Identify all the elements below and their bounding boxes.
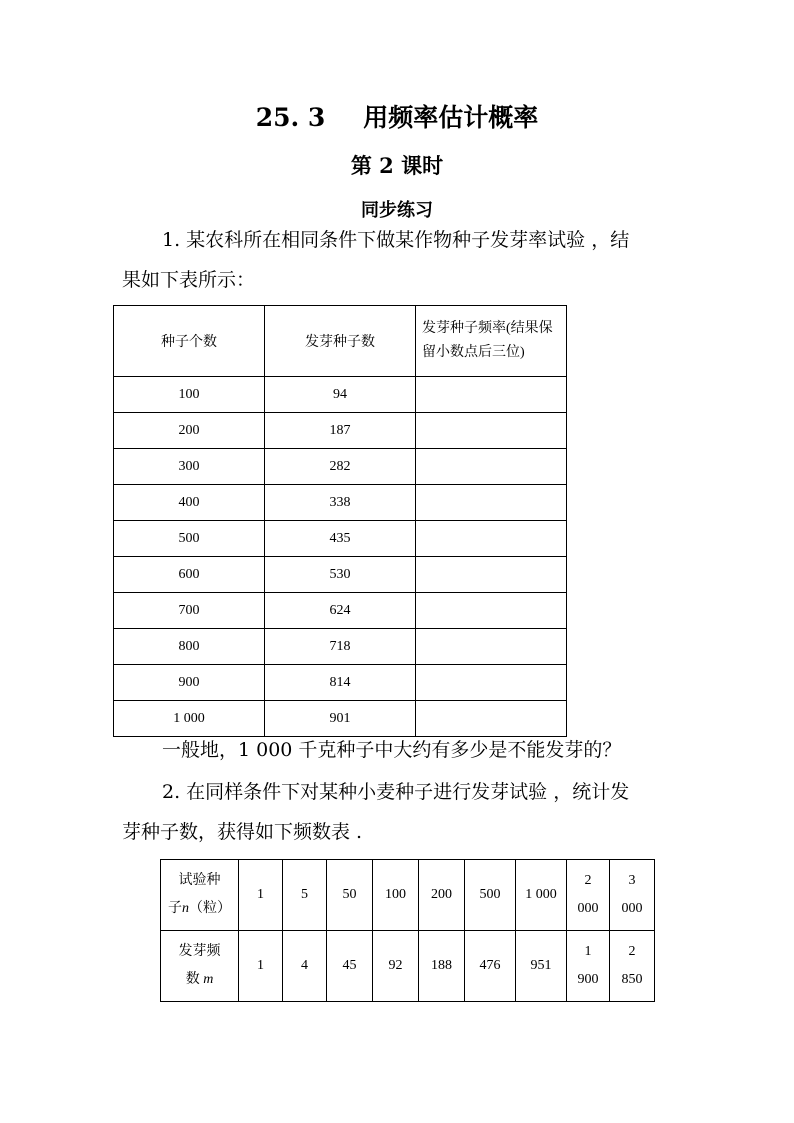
cell-line: 2 (628, 944, 636, 959)
table-cell: 94 (265, 377, 416, 413)
table-cell: 282 (265, 449, 416, 485)
table-cell: 50 (327, 860, 373, 931)
header-cell: 发芽种子数 (265, 306, 416, 377)
table-cell-blank (416, 629, 567, 665)
table-row-seeds (161, 860, 655, 931)
table-cell: 500 (114, 521, 265, 557)
table-cell (567, 931, 610, 1002)
table-cell: 338 (265, 485, 416, 521)
table-row (114, 377, 567, 413)
table-cell (567, 860, 610, 931)
cell-line: 850 (621, 972, 643, 987)
cell-line: 3 (628, 873, 636, 888)
table-cell: 700 (114, 593, 265, 629)
table-cell: 530 (265, 557, 416, 593)
table-cell: 435 (265, 521, 416, 557)
table-cell: 600 (114, 557, 265, 593)
question-2-line-1: 2. 在同样条件下对某种小麦种子进行发芽试验 ，统计发 (162, 781, 630, 803)
table-cell: 951 (516, 931, 567, 1002)
cell-line: 000 (577, 901, 599, 916)
table-row (114, 629, 567, 665)
table-cell-blank (416, 449, 567, 485)
row-label-line: 试验种 (178, 873, 221, 888)
table-cell: 4 (283, 931, 327, 1002)
table-row (114, 665, 567, 701)
table-row (114, 701, 567, 737)
table-cell: 100 (373, 860, 419, 931)
variable-n: n (182, 901, 189, 916)
header-cell: 种子个数 (114, 306, 265, 377)
table-row (114, 521, 567, 557)
table-cell-blank (416, 521, 567, 557)
table-cell: 300 (114, 449, 265, 485)
table-cell-blank (416, 413, 567, 449)
table-cell: 1 000 (114, 701, 265, 737)
section-heading: 同步练习 (361, 200, 433, 221)
table-header-row (114, 306, 567, 377)
table-row (114, 449, 567, 485)
row-label-line: 发芽频 (178, 944, 221, 959)
table-row (114, 557, 567, 593)
table-cell: 5 (283, 860, 327, 931)
title-text: 用频率估计概率 (363, 103, 539, 132)
page-title (0, 98, 794, 134)
table-cell: 45 (327, 931, 373, 1002)
table-cell: 901 (265, 701, 416, 737)
row-label (161, 931, 239, 1002)
table-cell: 900 (114, 665, 265, 701)
question-1-line-2: 果如下表所示： (122, 269, 256, 291)
cell-line: 900 (577, 972, 599, 987)
table-cell-blank (416, 485, 567, 521)
table-row (114, 413, 567, 449)
question-1-line-1: 1. 某农科所在相同条件下做某作物种子发芽率试验 ，结 (162, 229, 630, 251)
table-cell-blank (416, 593, 567, 629)
row-label (161, 860, 239, 931)
table-cell: 1 000 (516, 860, 567, 931)
title-number: 25. 3 (255, 103, 326, 132)
question-1-text (122, 220, 682, 300)
lesson-subtitle: 第 2 课时 (350, 153, 444, 178)
table-cell: 800 (114, 629, 265, 665)
table-row-germinated (161, 931, 655, 1002)
table-cell: 187 (265, 413, 416, 449)
table-cell: 814 (265, 665, 416, 701)
table-cell: 200 (114, 413, 265, 449)
cell-line: 2 (584, 873, 592, 888)
row-label-line (161, 895, 238, 923)
wheat-frequency-table (160, 859, 655, 1002)
table-cell: 500 (465, 860, 516, 931)
table-row (114, 485, 567, 521)
table-cell: 400 (114, 485, 265, 521)
table-cell: 718 (265, 629, 416, 665)
table-cell: 188 (419, 931, 465, 1002)
table-cell (610, 931, 655, 1002)
table-cell: 1 (239, 931, 283, 1002)
table-cell: 100 (114, 377, 265, 413)
variable-m: m (203, 972, 214, 987)
row-label-part: 数 (185, 972, 200, 987)
table-cell-blank (416, 665, 567, 701)
table-cell: 200 (419, 860, 465, 931)
row-label-part: 子 (168, 901, 182, 916)
table-cell-blank (416, 557, 567, 593)
table-cell-blank (416, 701, 567, 737)
germination-table (113, 305, 567, 737)
row-label-line (161, 966, 238, 994)
header-cell: 发芽种子频率(结果保留小数点后三位) (416, 306, 567, 377)
row-label-part: （粒） (189, 901, 231, 916)
table-cell: 624 (265, 593, 416, 629)
question-2-line-2: 芽种子数，获得如下频数表 . (122, 821, 363, 843)
table-row (114, 593, 567, 629)
table-cell: 476 (465, 931, 516, 1002)
question-2-text (122, 772, 682, 852)
table-cell-blank (416, 377, 567, 413)
table-cell (610, 860, 655, 931)
table-cell: 1 (239, 860, 283, 931)
cell-line: 000 (621, 901, 643, 916)
cell-line: 1 (584, 944, 592, 959)
question-1-prompt: 一般地，1 000 千克种子中大约有多少是不能发芽的？ (162, 739, 622, 761)
table-cell: 92 (373, 931, 419, 1002)
